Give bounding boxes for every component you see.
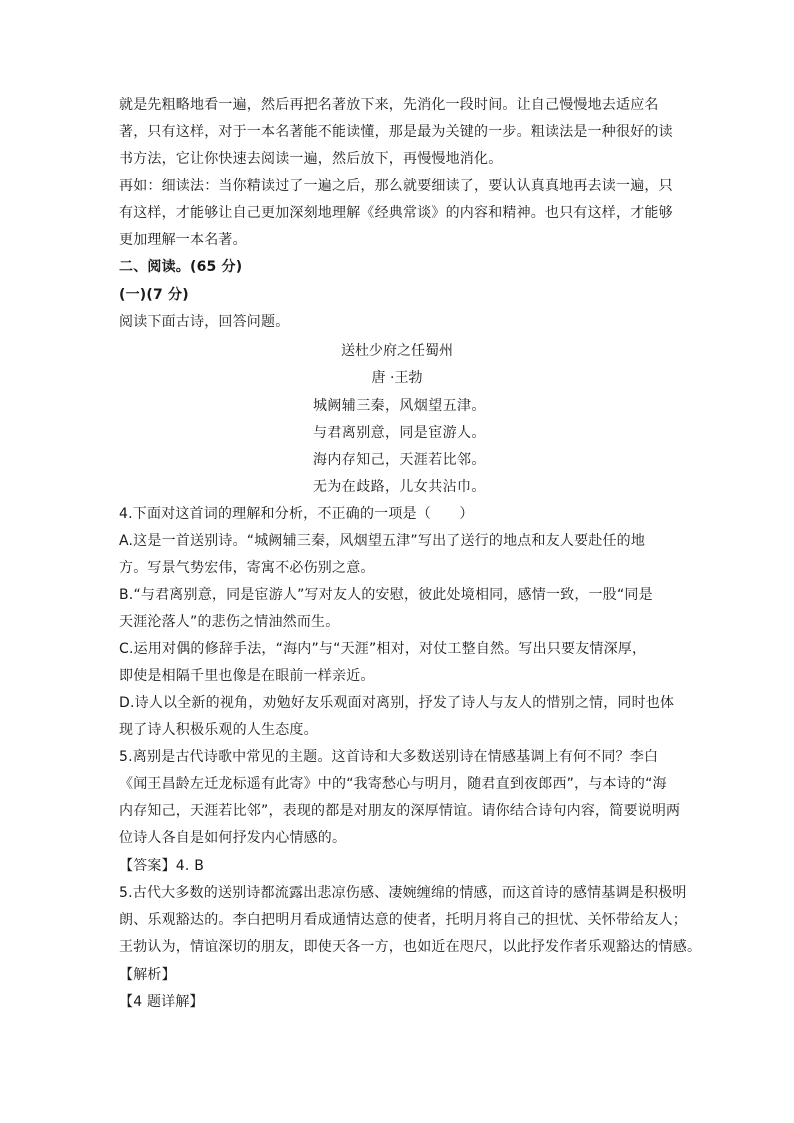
poem-author: 唐 ·王勃: [371, 370, 423, 386]
analysis-label: 【解析】: [119, 967, 176, 983]
question-4-option-b: B.“与君离别意，同是宦游人”写对友人的安慰，彼此处境相同，感情一致，一股“同是: [119, 587, 653, 603]
question-4-option-c-cont: 即使是相隔千里也像是在眼前一样亲近。: [119, 668, 375, 684]
question-4-option-b-cont: 天涯沦落人”的悲伤之情油然而生。: [119, 614, 340, 630]
section-sub-heading: (一)(7 分): [119, 287, 189, 303]
question-4-option-a-cont: 方。写景气势宏伟，寄寓不必伤别之意。: [119, 560, 375, 576]
passage-line: 更加理解一本名著。: [119, 232, 247, 248]
reading-instruction: 阅读下面古诗，回答问题。: [119, 314, 290, 330]
passage-line: 再如：细读法：当你精读过了一遍之后，那么就要细读了，要认认真真地再去读一遍，只: [119, 178, 673, 194]
poem-title: 送杜少府之任蜀州: [341, 343, 453, 359]
question-4-option-d-cont: 现了诗人积极乐观的人生态度。: [119, 722, 318, 738]
passage-line: 有这样，才能够让自己更加深刻地理解《经典常谈》的内容和精神。也只有这样，才能够: [119, 205, 673, 221]
question-5-line: 5.离别是古代诗歌中常见的主题。这首诗和大多数送别诗在情感基调上有何不同？李白: [119, 749, 659, 765]
answer-line: 朗、乐观豁达的。李白把明月看成通情达意的使者，托明月将自己的担忧、关怀带给友人；: [119, 912, 687, 928]
question-5-line: 内存知己，天涯若比邻”，表现的都是对朋友的深厚情谊。请你结合诗句内容，简要说明两: [119, 803, 681, 819]
section-heading: 二、阅读。(65 分): [119, 259, 243, 275]
poem-line: 海内存知己，天涯若比邻。: [313, 452, 486, 468]
question-4-option-a: A.这是一首送别诗。“城阙辅三秦，风烟望五津”写出了送行的地点和友人要赴任的地: [119, 533, 646, 549]
passage-line: 书方法，它让你快速去阅读一遍，然后放下，再慢慢地消化。: [119, 151, 503, 167]
answer-label: 【答案】4. B: [119, 858, 205, 874]
passage-line: 就是先粗略地看一遍，然后再把名著放下来，先消化一段时间。让自己慢慢地去适应名: [119, 97, 659, 113]
poem-line: 城阙辅三秦，风烟望五津。: [313, 398, 486, 414]
passage-line: 著，只有这样，对于一本名著能不能读懂，那是最为关键的一步。粗读法是一种很好的读: [119, 124, 673, 140]
answer-line: 王勃认为，情谊深切的朋友，即使天各一方，也如近在咫尺，以此抒发作者乐观豁达的情感。: [119, 939, 702, 955]
question-5-line: 《闻王昌龄左迁龙标遥有此寄》中的“我寄愁心与明月，随君直到夜郎西”，与本诗的“海: [119, 776, 667, 792]
poem-line: 无为在歧路，儿女共沾巾。: [313, 479, 486, 495]
analysis-sub-label: 【4 题详解】: [119, 994, 204, 1010]
question-4-option-c: C.运用对偶的修辞手法，“海内”与“天涯”相对，对仗工整自然。写出只要友情深厚，: [119, 641, 647, 657]
poem-line: 与君离别意，同是宦游人。: [313, 425, 486, 441]
question-4-option-d: D.诗人以全新的视角，劝勉好友乐观面对离别，抒发了诗人与友人的惜别之情，同时也体: [119, 695, 675, 711]
question-5-line: 位诗人各自是如何抒发内心情感的。: [119, 830, 347, 846]
question-4-stem: 4.下面对这首词的理解和分析，不正确的一项是（ ）: [119, 506, 474, 522]
answer-line: 5.古代大多数的送别诗都流露出悲凉伤感、凄婉缠绵的情感，而这首诗的感情基调是积极明: [119, 885, 687, 901]
